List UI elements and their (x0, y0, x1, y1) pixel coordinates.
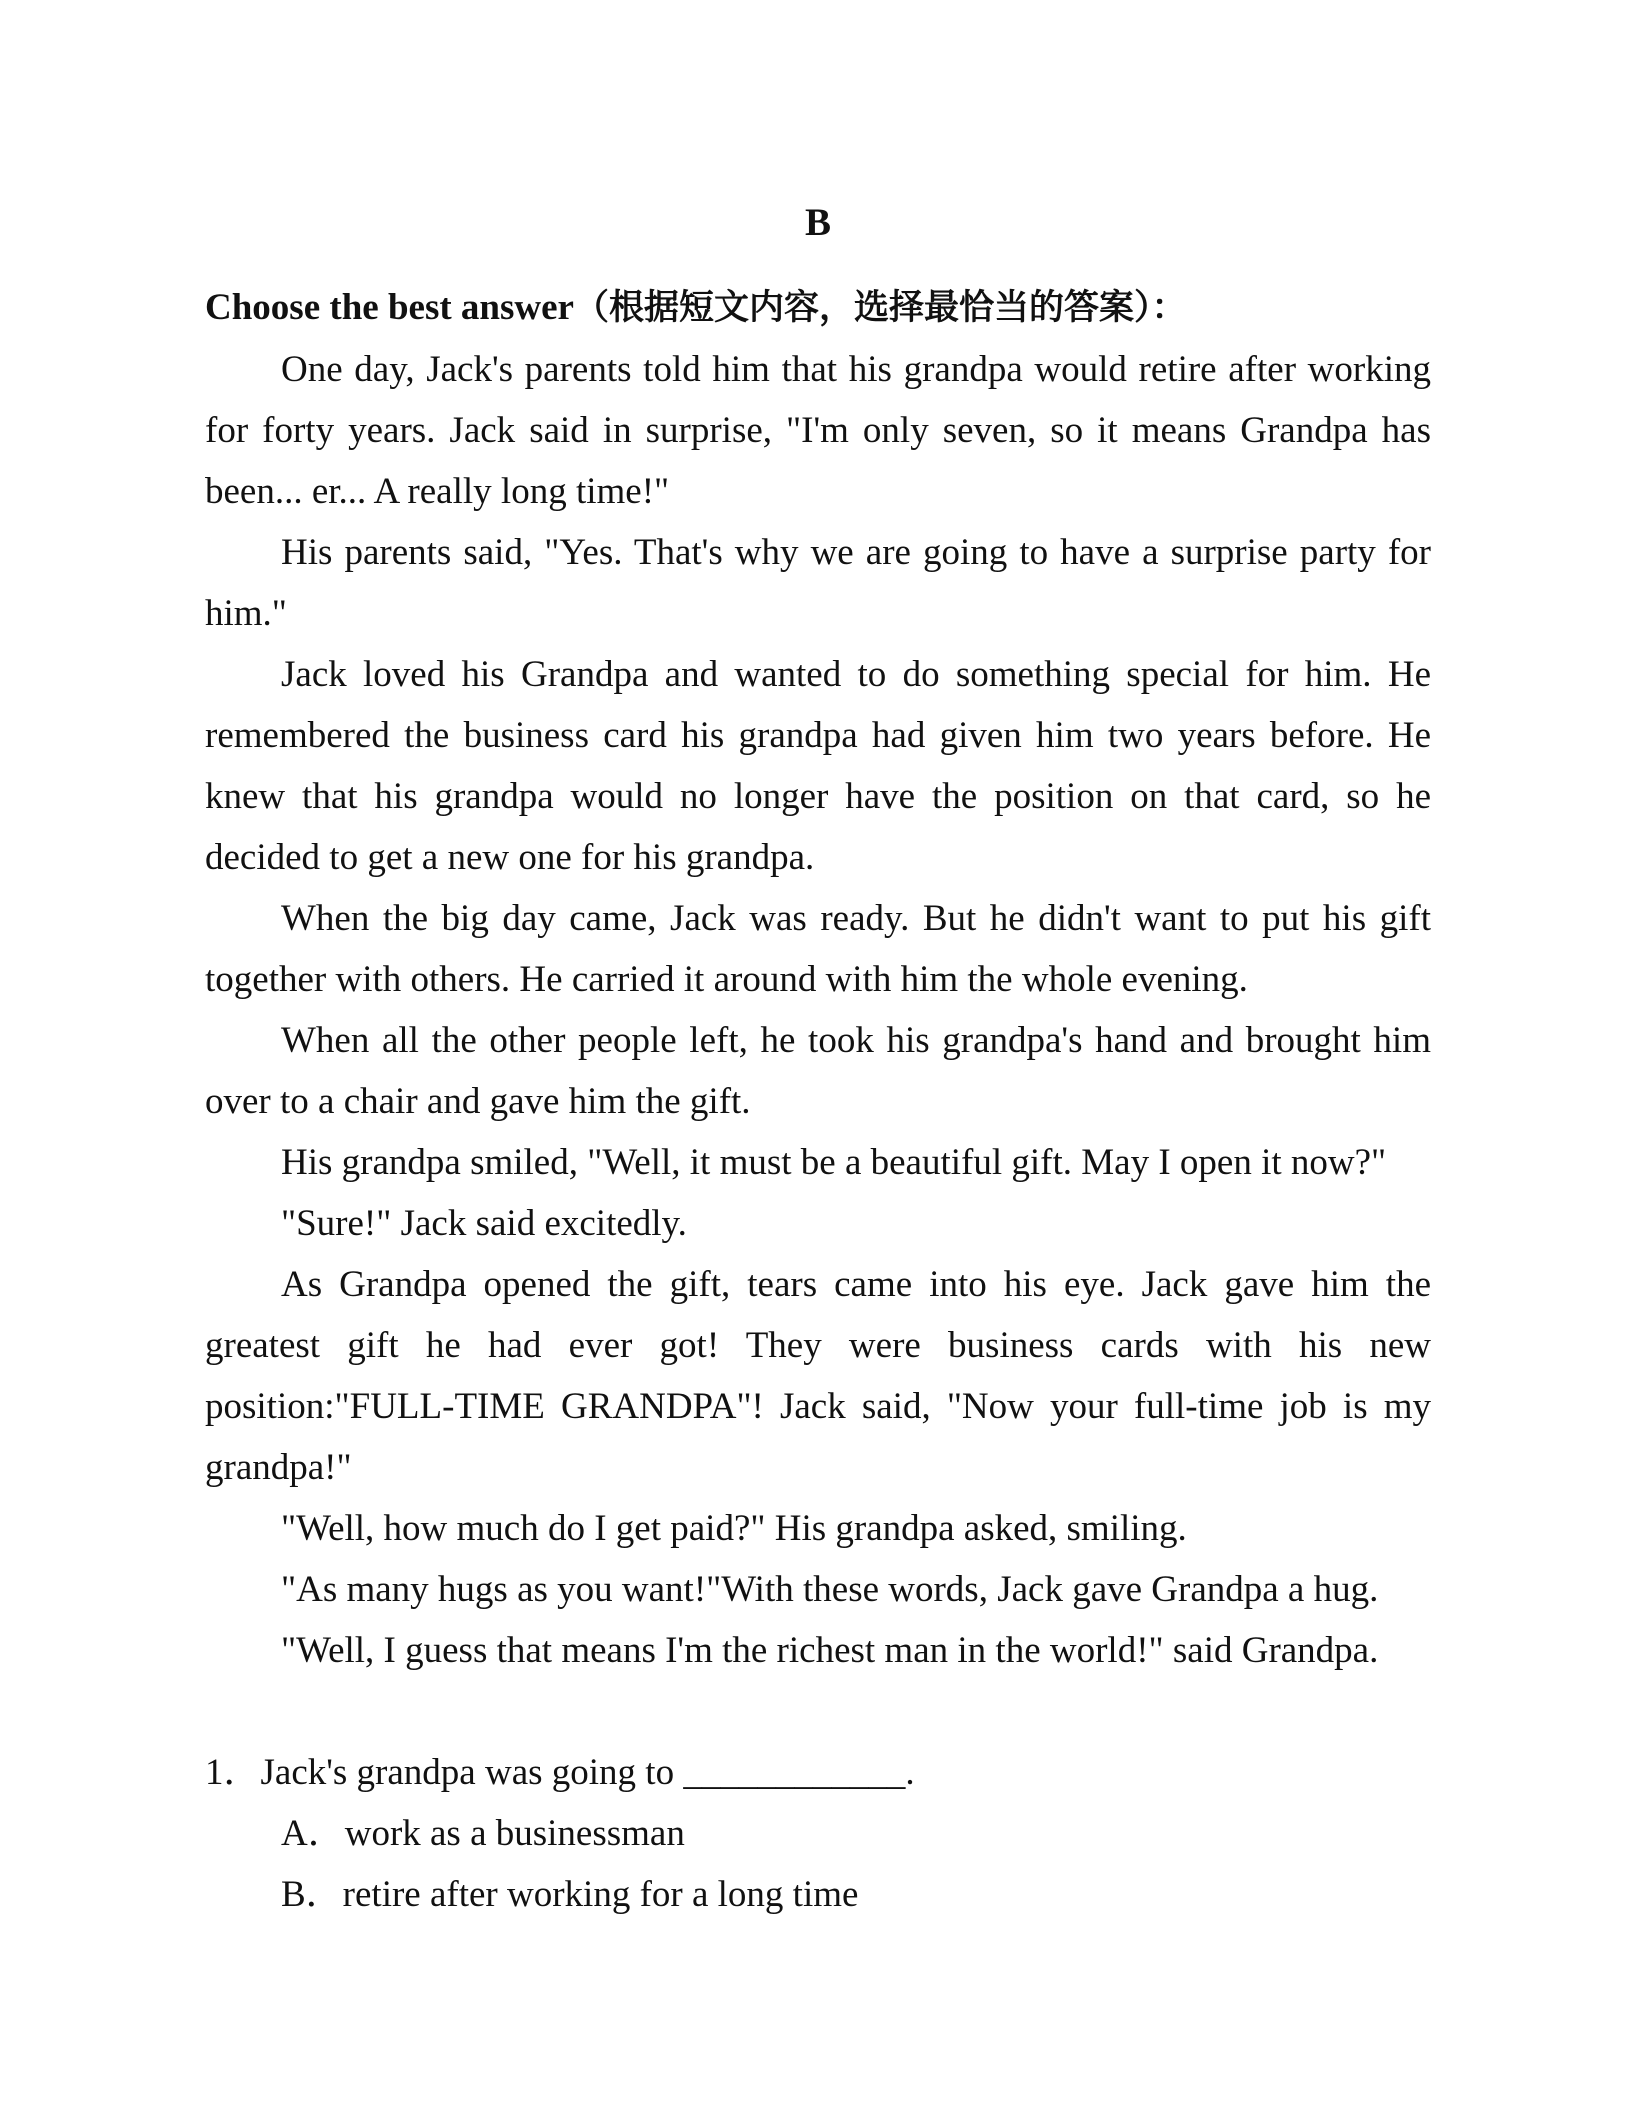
document-page (205, 195, 1431, 1925)
passage-paragraph: "Sure!" Jack said excitedly. (281, 1203, 687, 1244)
passage-paragraph: "As many hugs as you want!"With these words, Jack gave Grandpa a hug. (281, 1569, 1379, 1610)
passage-paragraph: When the big day came, Jack was ready. But he didn't want to put his gift together with others. He carried it around with him the whole evening. (205, 898, 1431, 1000)
passage (205, 339, 1431, 1681)
option-a[interactable]: A．work as a businessman (281, 1813, 685, 1854)
passage-paragraph: As Grandpa opened the gift, tears came into his eye. Jack gave him the greatest gift he had ever got! They were business cards with his new position:"FULL-TIME GRANDPA"! Jack said, "Now your full-time job is my grandpa!" (205, 1264, 1431, 1488)
passage-paragraph: His grandpa smiled, "Well, it must be a beautiful gift. May I open it now?" (281, 1142, 1387, 1183)
instruction-chinese: （根据短文内容，选择最恰当的答案）： (573, 288, 1187, 328)
passage-paragraph: Jack loved his Grandpa and wanted to do something special for him. He remembered the business card his grandpa had given him two years before. He knew that his grandpa would no longer have the position on that card, so he decided to get a new one for his grandpa. (205, 654, 1431, 878)
question-stem: 1．Jack's grandpa was going to ____________. (205, 1752, 915, 1793)
passage-paragraph: His parents said, "Yes. That's why we are going to have a surprise party for him." (205, 532, 1431, 634)
passage-paragraph: One day, Jack's parents told him that his grandpa would retire after working for forty years. Jack said in surprise, "I'm only seven, so it means Grandpa has been... er... A really long time!" (205, 349, 1431, 512)
instruction-label: Choose the best answer (205, 287, 574, 328)
passage-paragraph: "Well, how much do I get paid?" His grandpa asked, smiling. (281, 1508, 1187, 1549)
passage-paragraph: "Well, I guess that means I'm the richest man in the world!" said Grandpa. (281, 1630, 1379, 1671)
option-b[interactable]: B．retire after working for a long time (281, 1874, 859, 1915)
passage-paragraph: When all the other people left, he took his grandpa's hand and brought him over to a chair and gave him the gift. (205, 1020, 1431, 1122)
section-letter: B (804, 201, 831, 244)
question-1 (205, 1742, 1431, 1925)
spacer (205, 1681, 1431, 1742)
instruction (205, 277, 1431, 339)
